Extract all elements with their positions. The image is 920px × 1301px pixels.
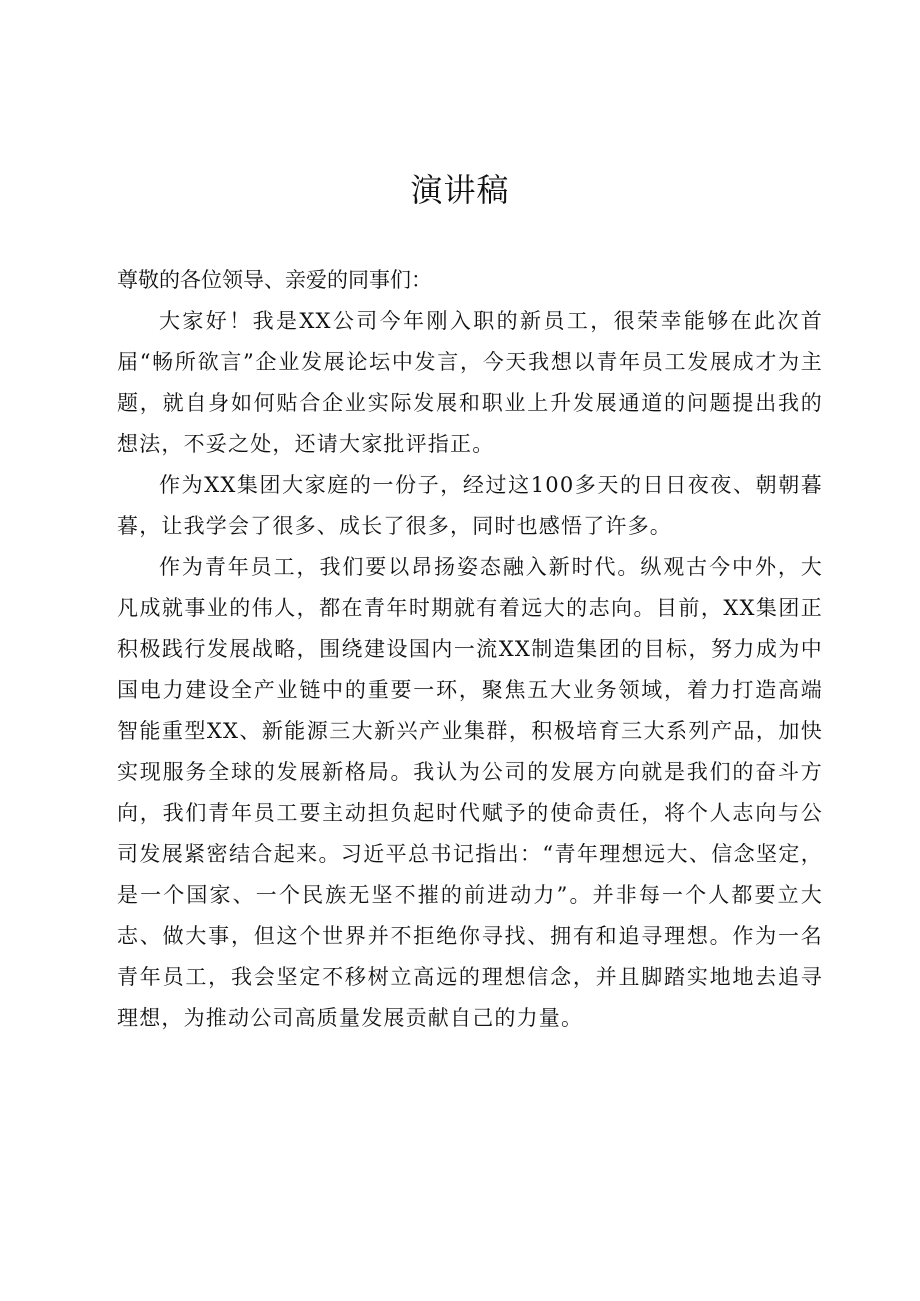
document-title: 演讲稿 [410, 171, 510, 209]
paragraph-experience: 作为XX集团大家庭的一份子，经过这100多天的日日夜夜、朝朝暮暮，让我学会了很多、成长了很多，同时也感悟了许多。 [117, 473, 823, 538]
document-body [117, 260, 823, 1039]
salutation: 尊敬的各位领导、亲爱的同事们： [117, 268, 432, 292]
paragraph-youth-vision: 作为青年员工，我们要以昂扬姿态融入新时代。纵观古今中外，大凡成就事业的伟人，都在青年时期就有着远大的志向。目前，XX集团正积极践行发展战略，围绕建设国内一流XX制造集团的目标，努力成为中国电力建设全产业链中的重要一环，聚焦五大业务领域，着力打造高端智能重型XX、新能源三大新兴产业集群，积极培育三大系列产品，加快实现服务全球的发展新格局。我认为公司的发展方向就是我们的奋斗方向，我们青年员工要主动担负起时代赋予的使命责任，将个人志向与公司发展紧密结合起来。习近平总书记指出：“青年理想远大、信念坚定，是一个国家、一个民族无坚不摧的前进动力”。并非每一个人都要立大志、做大事，但这个世界并不拒绝你寻找、拥有和追寻理想。作为一名青年员工，我会坚定不移树立高远的理想信念，并且脚踏实地地去追寻理想，为推动公司高质量发展贡献自己的力量。 [117, 555, 823, 1030]
paragraph-intro: 大家好！我是XX公司今年刚入职的新员工，很荣幸能够在此次首届“畅所欲言”企业发展论坛中发言，今天我想以青年员工发展成才为主题，就自身如何贴合企业实际发展和职业上升发展通道的问题提出我的想法，不妥之处，还请大家批评指正。 [117, 309, 823, 456]
